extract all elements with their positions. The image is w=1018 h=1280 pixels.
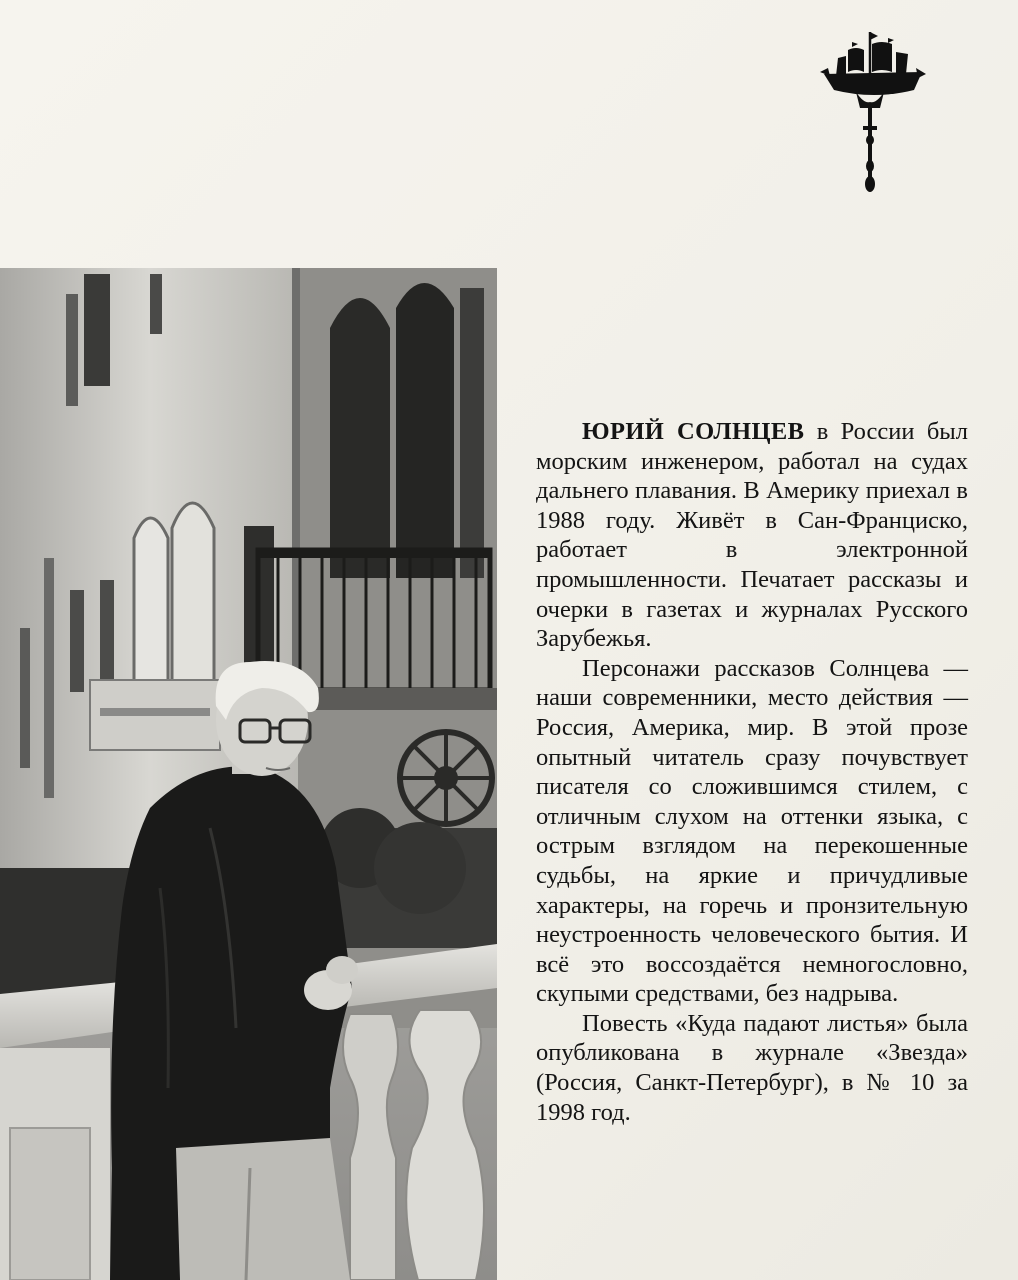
bio-paragraph-1 [536,417,968,654]
author-photo [0,268,497,1280]
bio-paragraph-3: Повесть «Куда падают листья» была опубликована в журнале «Звезда» (Россия, Санкт-Петербург), в № 10 за 1998 год. [536,1009,968,1126]
author-name: ЮРИЙ СОЛНЦЕВ [582,418,805,445]
author-biography [536,417,968,1127]
bio-paragraph-1-text: в России был морским инженером, работал на судах дальнего плавания. В Америку приехал в 1988 году. Живёт в Сан-Франциско, работает в электронной промышленности. Печатает рассказы и очерки в газетах и журналах Русского Зарубежья. [536,418,968,653]
ship-emblem-icon [818,28,930,198]
bio-paragraph-2: Персонажи рассказов Солнцева — наши современники, место действия — Россия, Америка, мир. В этой прозе опытный читатель сразу почувствует писателя со сложившимся стилем, с отличным слухом на оттенки языка, с острым взглядом на перекошенные судьбы, на яркие и причудливые характеры, на горечь и пронзительную неустроенность человеческого бытия. И всё это воссоздаётся немногословно, скупыми средствами, без надрыва. [536,654,968,1008]
